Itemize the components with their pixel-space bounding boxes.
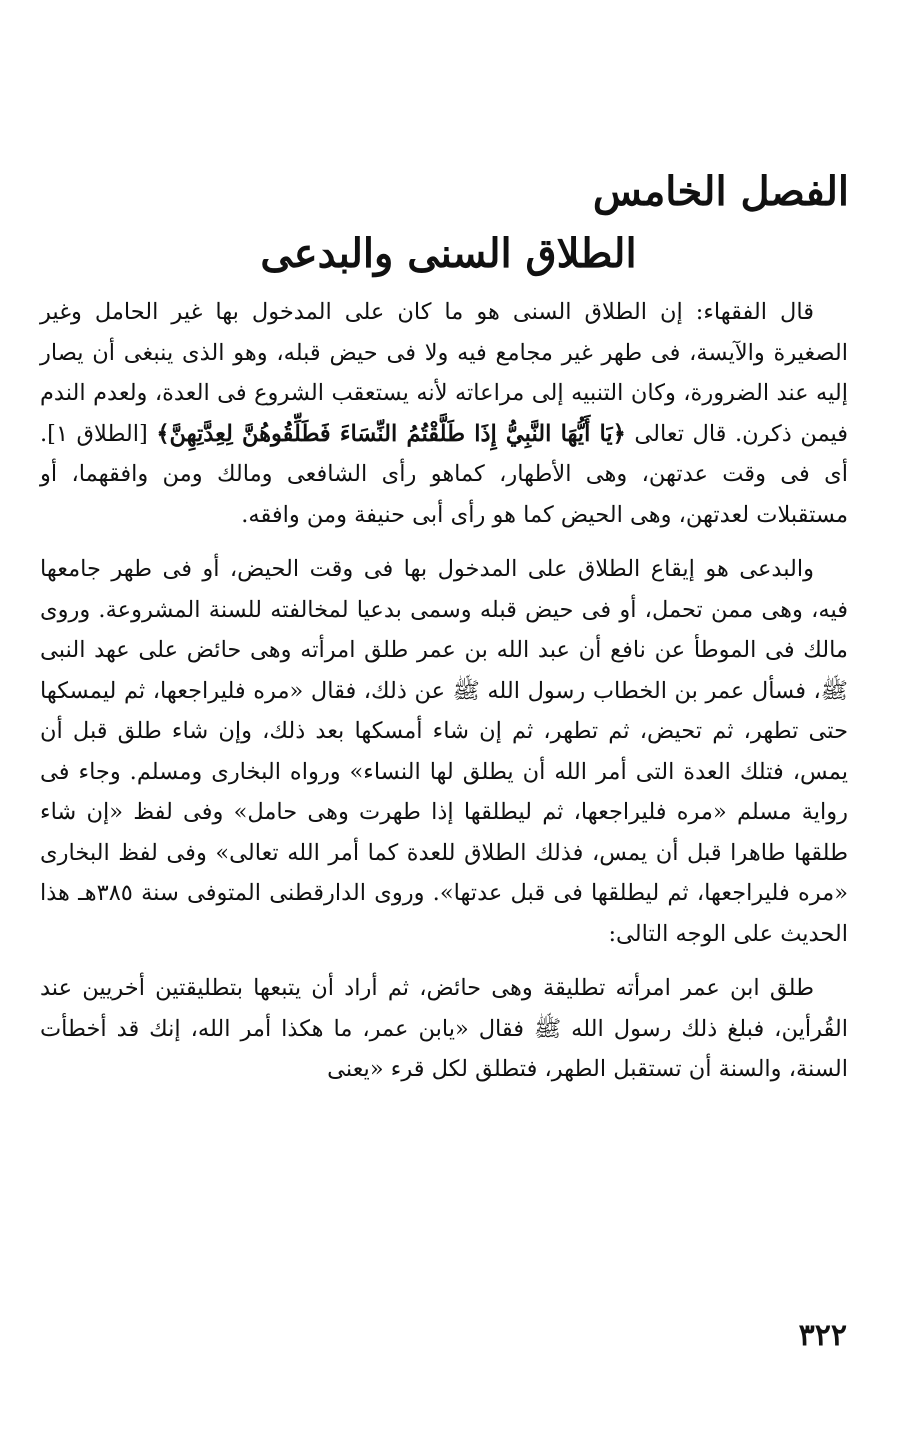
paragraph-text: قال الفقهاء: إن الطلاق السنى هو ما كان على المدخول بها غير الحامل وغير الصغيرة والآيسة، فى طهر غير مجامع فيه ولا فى حيض قبله، وهو الذى ينبغى أن يصار إليه عند الضرورة، وكان التنبيه إلى مراعاته لأنه يستعقب الشروع فى العدة، ولعدم الندم فيمن ذكرن. قال تعالى <box>40 299 849 447</box>
paragraph-ibn-umar: طلق ابن عمر امرأته تطليقة وهى حائض، ثم أراد أن يتبعها بتطليقتين أخريين عند القُرأين، فبلغ ذلك رسول الله ﷺ فقال «يابن عمر، ما هكذا أمر الله، إنك قد أخطأت السنة، والسنة أن تستقبل الطهر، فتطلق لكل قرء «يعنى <box>40 975 848 1082</box>
quran-verse: ﴿يَا أَيُّهَا النَّبِيُّ إِذَا طَلَّقْتُمُ النِّسَاءَ فَطَلِّقُوهُنَّ لِعِدَّتِهِنَّ﴾ <box>156 420 626 447</box>
chapter-title: الفصل الخامس <box>592 168 849 215</box>
paragraph-bidi-divorce: والبدعى هو إيقاع الطلاق على المدخول بها فى وقت الحيض، أو فى طهر جامعها فيه، وهى ممن تحمل، أو فى حيض قبله وسمى بدعيا لمخالفته للسنة المشروعة. وروى مالك فى الموطأ عن نافع أن عبد الله بن عمر طلق امرأته وهى حائض على عهد النبى ﷺ، فسأل عمر بن الخطاب رسول الله ﷺ عن ذلك، فقال «مره فليراجعها، ثم ليمسكها حتى تطهر، ثم تحيض، ثم تطهر، ثم إن شاء أمسكها بعد ذلك، وإن شاء طلق قبل أن يمس، فتلك العدة التى أمر الله أن يطلق لها النساء» ورواه البخارى ومسلم. وجاء فى رواية مسلم «مره فليراجعها، ثم ليطلقها إذا طهرت وهى حامل» وفى لفظ «إن شاء طلقها طاهرا قبل أن يمس، فذلك الطلاق للعدة كما أمر الله تعالى» وفى لفظ البخارى «مره فليراجعها، ثم ليطلقها فى قبل عدتها». وروى الدارقطنى المتوفى سنة ٣٨٥هـ هذا الحديث على الوجه التالى: <box>40 556 848 947</box>
page-body <box>40 292 848 1090</box>
paragraph-text: [الطلاق ١]. أى فى وقت عدتهن، وهى الأطهار، كماهو رأى الشافعى ومالك ومن وافقهما، أو مستقبلات لعدتهن، وهى الحيض كما هو رأى أبى حنيفة ومن وافقه. <box>40 420 848 528</box>
paragraph-sunni-divorce <box>40 292 848 535</box>
page-number: ٣٢٢ <box>798 1318 847 1353</box>
section-title: الطلاق السنى والبدعى <box>260 230 637 277</box>
